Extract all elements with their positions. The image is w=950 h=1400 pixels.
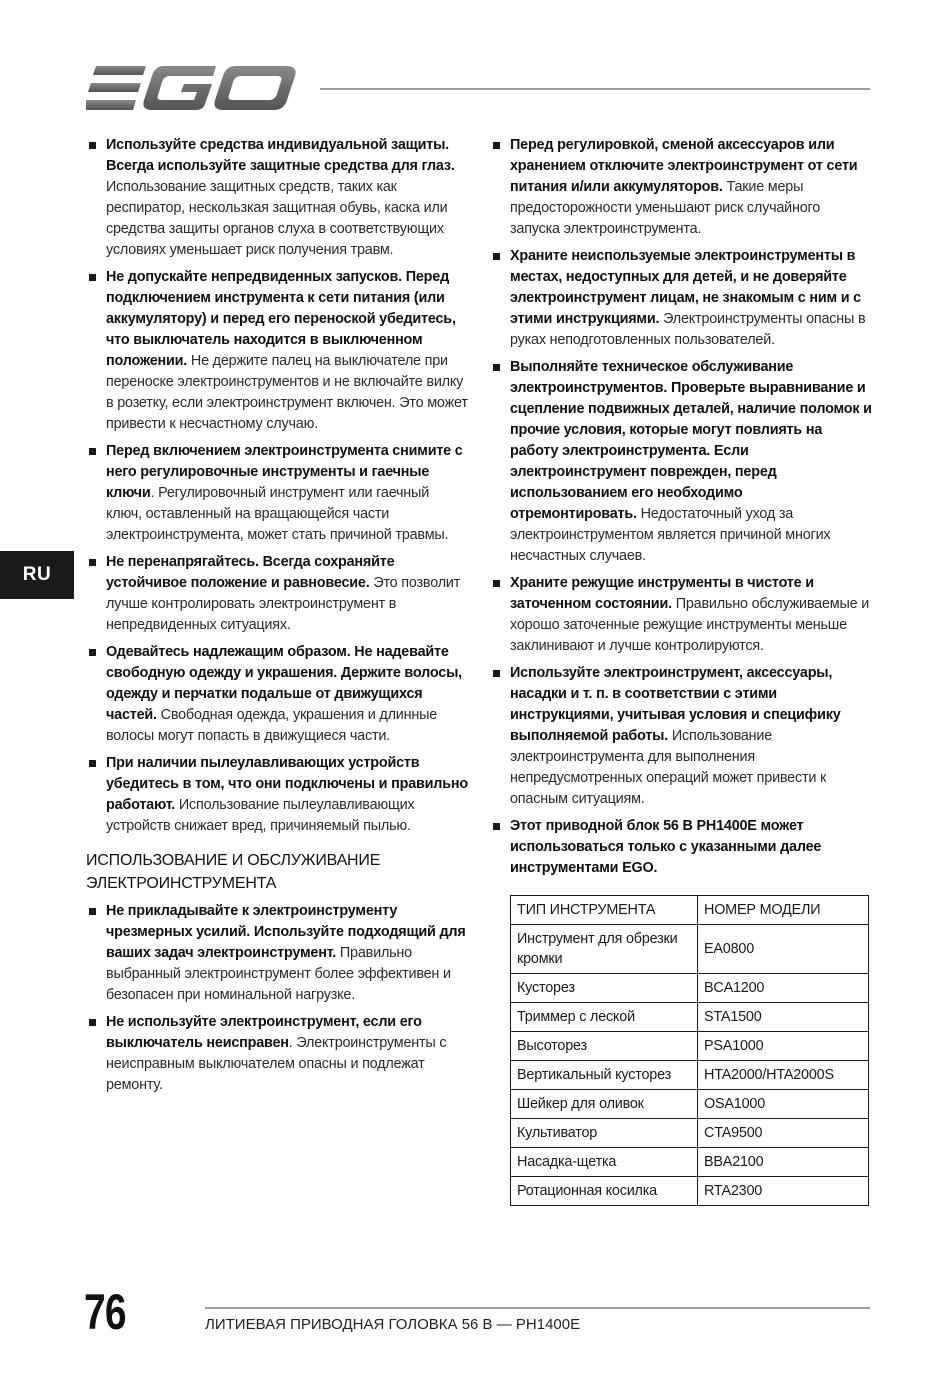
left-column [86,135,468,1102]
table-cell: BCA1200 [698,974,869,1003]
table-cell: Триммер с леской [511,1003,698,1032]
bullet-icon [89,1019,96,1026]
table-row [511,925,869,974]
table-header-row [511,896,869,925]
item-heading: При наличии пылеулавливающих устройств убедитесь в том, что они подключены и правильно работают. [106,755,468,813]
table-row [511,1061,869,1090]
item-text: Правильно выбранный электроинструмент более эффективен и безопасен при номинальной нагрузке. [106,945,451,1003]
bullet-icon [493,670,500,677]
list-item [86,1012,468,1096]
bullet-icon [89,142,96,149]
bullet-icon [89,274,96,281]
table-cell: RTA2300 [698,1177,869,1206]
list-item [86,135,468,261]
item-heading: Этот приводной блок 56 В PH1400E может использоваться только с указанными далее инструментами EGO. [510,818,822,876]
item-text: Такие меры предосторожности уменьшают риск случайного запуска электроинструмента. [510,179,821,237]
item-heading: Перед включением электроинструмента снимите с него регулировочные инструменты и гаечные ключи [106,443,463,501]
item-text: Не держите палец на выключателе при переноске электроинструментов и не включайте вилку в розетку, если электроинструмент включен. Это может привести к несчастному случаю. [106,353,468,432]
table-row [511,1032,869,1061]
item-heading: Храните неиспользуемые электроинструменты в местах, недоступных для детей, и не доверяйте электроинструмент лицам, не знакомым с ним и с этими инструкциями. [510,248,861,327]
section-title: ИСПОЛЬЗОВАНИЕ И ОБСЛУЖИВАНИЕ ЭЛЕКТРОИНСТРУМЕНТА [86,852,381,892]
item-heading: Храните режущие инструменты в чистоте и заточенном состоянии. [510,575,814,612]
list-item [490,357,872,567]
bullet-icon [89,908,96,915]
header-rule [320,88,870,90]
ego-logo [86,62,300,114]
right-column [490,135,872,1206]
item-text: Правильно обслуживаемые и хорошо заточенные режущие инструменты меньше заклинивают и лучше контролируются. [510,596,870,654]
list-item [86,441,468,546]
item-heading: Перед регулировкой, сменой аксессуаров или хранением отключите электроинструмент от сети питания и/или аккумуляторов. [510,137,858,195]
table-cell: HTA2000/HTA2000S [698,1061,869,1090]
footer-rule [205,1307,870,1309]
table-cell: Ротационная косилка [511,1177,698,1206]
list-item [490,573,872,657]
table-row [511,1119,869,1148]
table-cell: Высоторез [511,1032,698,1061]
bullet-icon [493,580,500,587]
table-header-cell: НОМЕР МОДЕЛИ [698,896,869,925]
bullet-icon [493,253,500,260]
item-text: Использование пылеулавливающих устройств снижает вред, причиняемый пылью. [106,797,415,834]
item-heading: Не перенапрягайтесь. Всегда сохраняйте устойчивое положение и равновесие. [106,554,395,591]
list-item [86,552,468,636]
table-cell: Инструмент для обрезки кромки [511,925,698,974]
item-heading: Не допускайте непредвиденных запусков. Перед подключением инструмента к сети питания (или аккумулятору) и перед его переноской убедитесь, что выключатель находится в выключенном положении. [106,269,456,369]
table-cell: CTA9500 [698,1119,869,1148]
bullet-icon [493,823,500,830]
table-header-cell: ТИП ИНСТРУМЕНТА [511,896,698,925]
list-item [490,816,872,879]
item-heading: Используйте средства индивидуальной защиты. Всегда используйте защитные средства для глаз. [106,137,455,174]
list-item [86,267,468,435]
bullet-icon [493,364,500,371]
item-text: Свободная одежда, украшения и длинные волосы могут попасть в движущиеся части. [106,707,438,744]
item-text: Использование защитных средств, таких как респиратор, нескользкая защитная обувь, каска или средства защиты органов слуха в соответствующих условиях уменьшает риск получения травм. [106,179,448,258]
item-text: Недостаточный уход за электроинструментом является причиной многих несчастных случаев. [510,506,831,564]
table-row [511,1090,869,1119]
bullet-icon [89,559,96,566]
table-cell: OSA1000 [698,1090,869,1119]
table-cell: BBA2100 [698,1148,869,1177]
bullet-icon [89,760,96,767]
table-cell: Вертикальный кусторез [511,1061,698,1090]
table-cell: EA0800 [698,925,869,974]
list-item [86,642,468,747]
table-cell: STA1500 [698,1003,869,1032]
item-text: Это позволит лучше контролировать электроинструмент в непредвиденных ситуациях. [106,575,461,633]
list-item [86,901,468,1006]
list-item [86,753,468,837]
page-number: 76 [84,1284,126,1340]
item-heading: Не прикладывайте к электроинструменту чрезмерных усилий. Используйте подходящий для ваших задач электроинструмент. [106,903,466,961]
bullet-icon [89,649,96,656]
item-text: . Регулировочный инструмент или гаечный ключ, оставленный на вращающейся части электроинструмента, может стать причиной травмы. [106,485,449,543]
table-row [511,1003,869,1032]
footer-title: ЛИТИЕВАЯ ПРИВОДНАЯ ГОЛОВКА 56 В — PH1400E [205,1316,581,1333]
table-row [511,974,869,1003]
item-text: Электроинструменты опасны в руках неподготовленных пользователей. [510,311,866,348]
item-heading: Не используйте электроинструмент, если его выключатель неисправен [106,1014,422,1051]
table-cell: Шейкер для оливок [511,1090,698,1119]
bullet-icon [493,142,500,149]
table-cell: PSA1000 [698,1032,869,1061]
language-tab: RU [0,551,74,599]
item-heading: Выполняйте техническое обслуживание электроинструментов. Проверьте выравнивание и сцепление подвижных деталей, наличие поломок и прочие условия, которые могут повлиять на работу электроинструмента. Если электроинструмент поврежден, перед использованием его необходимо отремонтировать. [510,359,872,522]
table-cell: Кусторез [511,974,698,1003]
item-text: Использование электроинструмента для выполнения непредусмотренных операций может привести к опасным ситуациям. [510,728,827,807]
table-row [511,1148,869,1177]
item-text: . Электроинструменты с неисправным выключателем опасны и подлежат ремонту. [106,1035,447,1093]
item-heading: Одевайтесь надлежащим образом. Не надевайте свободную одежду и украшения. Держите волосы, одежду и перчатки подальше от движущихся частей. [106,644,462,723]
list-item [490,246,872,351]
list-item [490,663,872,810]
model-table [510,895,869,1206]
list-item [490,135,872,240]
table-row [511,1177,869,1206]
table-cell: Насадка-щетка [511,1148,698,1177]
item-heading: Используйте электроинструмент, аксессуары, насадки и т. п. в соответствии с этими инструкциями, учитывая условия и специфику выполняемой работы. [510,665,841,744]
bullet-icon [89,448,96,455]
table-cell: Культиватор [511,1119,698,1148]
